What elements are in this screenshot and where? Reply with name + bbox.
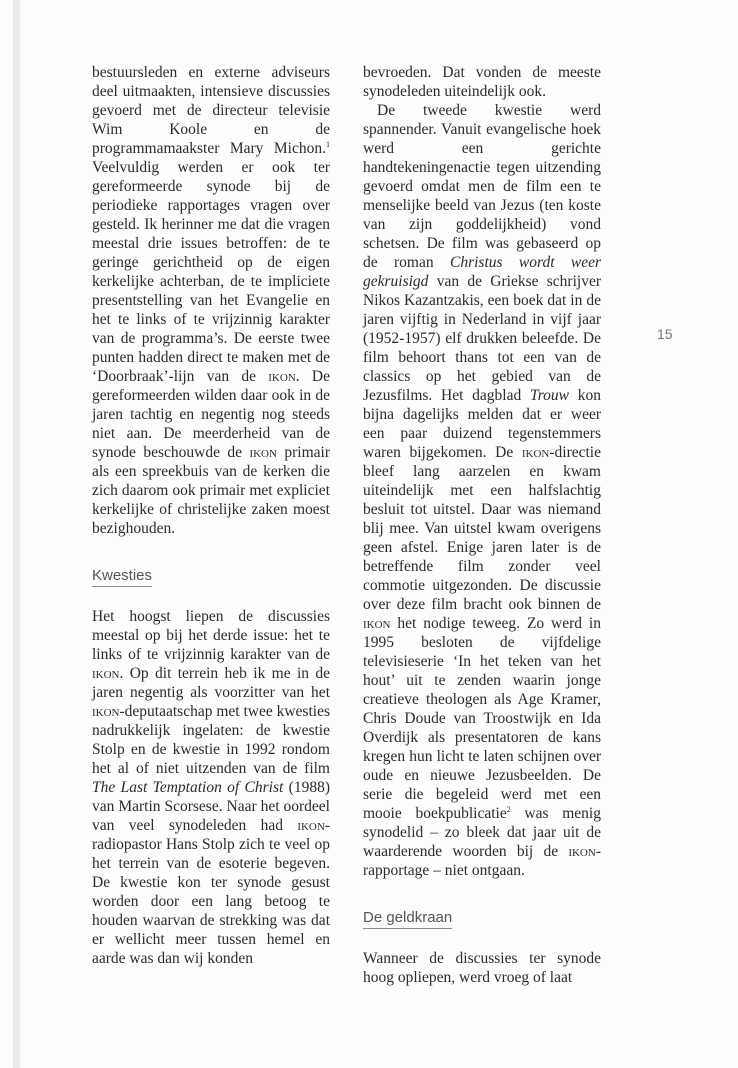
section-heading-kwesties: Kwesties xyxy=(92,566,152,587)
footnote-marker[interactable]: 2 xyxy=(506,804,511,814)
section-heading-geldkraan: De geldkraan xyxy=(363,908,452,929)
book-gutter-edge xyxy=(19,0,21,1068)
paragraph: Het hoogst liepen de discussies meestal op bij het derde issue: het te links of te vrijzinnig karakter van de ikon. Op dit terrein heb ik me in de jaren negentig als voorzitter van het ikon-deputaatschap met twee kwesties nadrukkelijk ingelaten: de kwestie Stolp en de kwestie in 1992 rondom het al of niet uitzenden van de film The Last Temptation of Christ (1988) van Martin Scorsese. Naar het oordeel van veel synodeleden had ikon-radiopastor Hans Stolp zich te veel op het terrein van de esoterie begeven. De kwestie kon ter synode gesust worden door een lang betoog te houden waarvan de strekking was dat er wellicht meer tussen hemel en aarde was dan wij konden xyxy=(92,608,330,967)
film-title: The Last Temptation of Christ xyxy=(92,779,284,796)
page-number: 15 xyxy=(657,326,673,342)
novel-title: Christus wordt weer gekruisigd xyxy=(363,254,602,290)
paragraph: bevroeden. Dat vonden de meeste synodeleden uiteindelijk ook. xyxy=(363,64,601,100)
newspaper-title: Trouw xyxy=(529,387,570,404)
footnote-marker[interactable]: 1 xyxy=(326,139,330,149)
left-column xyxy=(92,63,330,968)
right-column xyxy=(363,63,601,987)
paragraph: Wanneer de discussies ter synode hoog opliepen, werd vroeg of laat xyxy=(363,950,601,986)
paragraph: bestuursleden en externe adviseurs deel uitmaakten, intensieve discussies gevoerd met de directeur televisie Wim Koole en de programmamaakster Mary Michon.$^1$ Veelvuldig werden er ook ter gereformeerde synode bij de periodieke rapportages vragen over gesteld. Ik herinner me dat die vragen meestal drie issues betroffen: de te geringe gerichtheid op de eigen kerkelijke achterban, de te impliciete presentstelling van het Evangelie en het te links of te vrijzinnig karakter van de programma’s. De eerste twee punten hadden direct te maken met de ‘Doorbraak’-lijn van de ikon. De gereformeerden wilden daar ook in de jaren tachtig en negentig nog steeds niet aan. De meerderheid van de synode beschouwde de ikon primair als een spreekbuis van de kerken die zich daarom ook primair met expliciet kerkelijke of christelijke zaken moest bezighouden. xyxy=(92,64,331,537)
paragraph: De tweede kwestie werd spannender. Vanuit evangelische hoek werd een gerichte handtekeningenactie tegen uitzending gevoerd omdat men de film een te menselijke beeld van Jezus (ten koste van zijn goddelijkheid) vond schetsen. De film was gebaseerd op de roman Christus wordt weer gekruisigd van de Griekse schrijver Nikos Kazantzakis, een boek dat in de jaren vijftig in Nederland in vijf jaar (1952-1957) elf drukken beleefde. De film behoort thans tot een van de classics op het gebied van de Jezusfilms. Het dagblad Trouw kon bijna dagelijks melden dat er weer een paar duizend tegenstemmers waren bijgekomen. De ikon-directie bleef lang aarzelen en kwam uiteindelijk met een halfslachtig besluit tot uitstel. Daar was niemand blij mee. Van uitstel kwam overigens geen afstel. Enige jaren later is de betreffende film zonder veel commotie uitgezonden. De discussie over deze film bracht ook binnen de ikon het nodige teweeg. Zo werd in 1995 besloten de vijfdelige televisieserie ‘In het teken van het hout’ uit te zenden waarin jonge creatieve theologen als Age Kramer, Chris Doude van Troostwijk en Ida Overdijk als presentatoren de kans kregen hun licht te laten schijnen over oude en nieuwe Jezusbeelden. De serie die begeleid werd met een mooie boekpublicatie$^2$ was menig synodelid – zo bleek dat jaar uit de waarderende woorden bij de ikon-rapportage – niet ontgaan. xyxy=(363,102,602,879)
